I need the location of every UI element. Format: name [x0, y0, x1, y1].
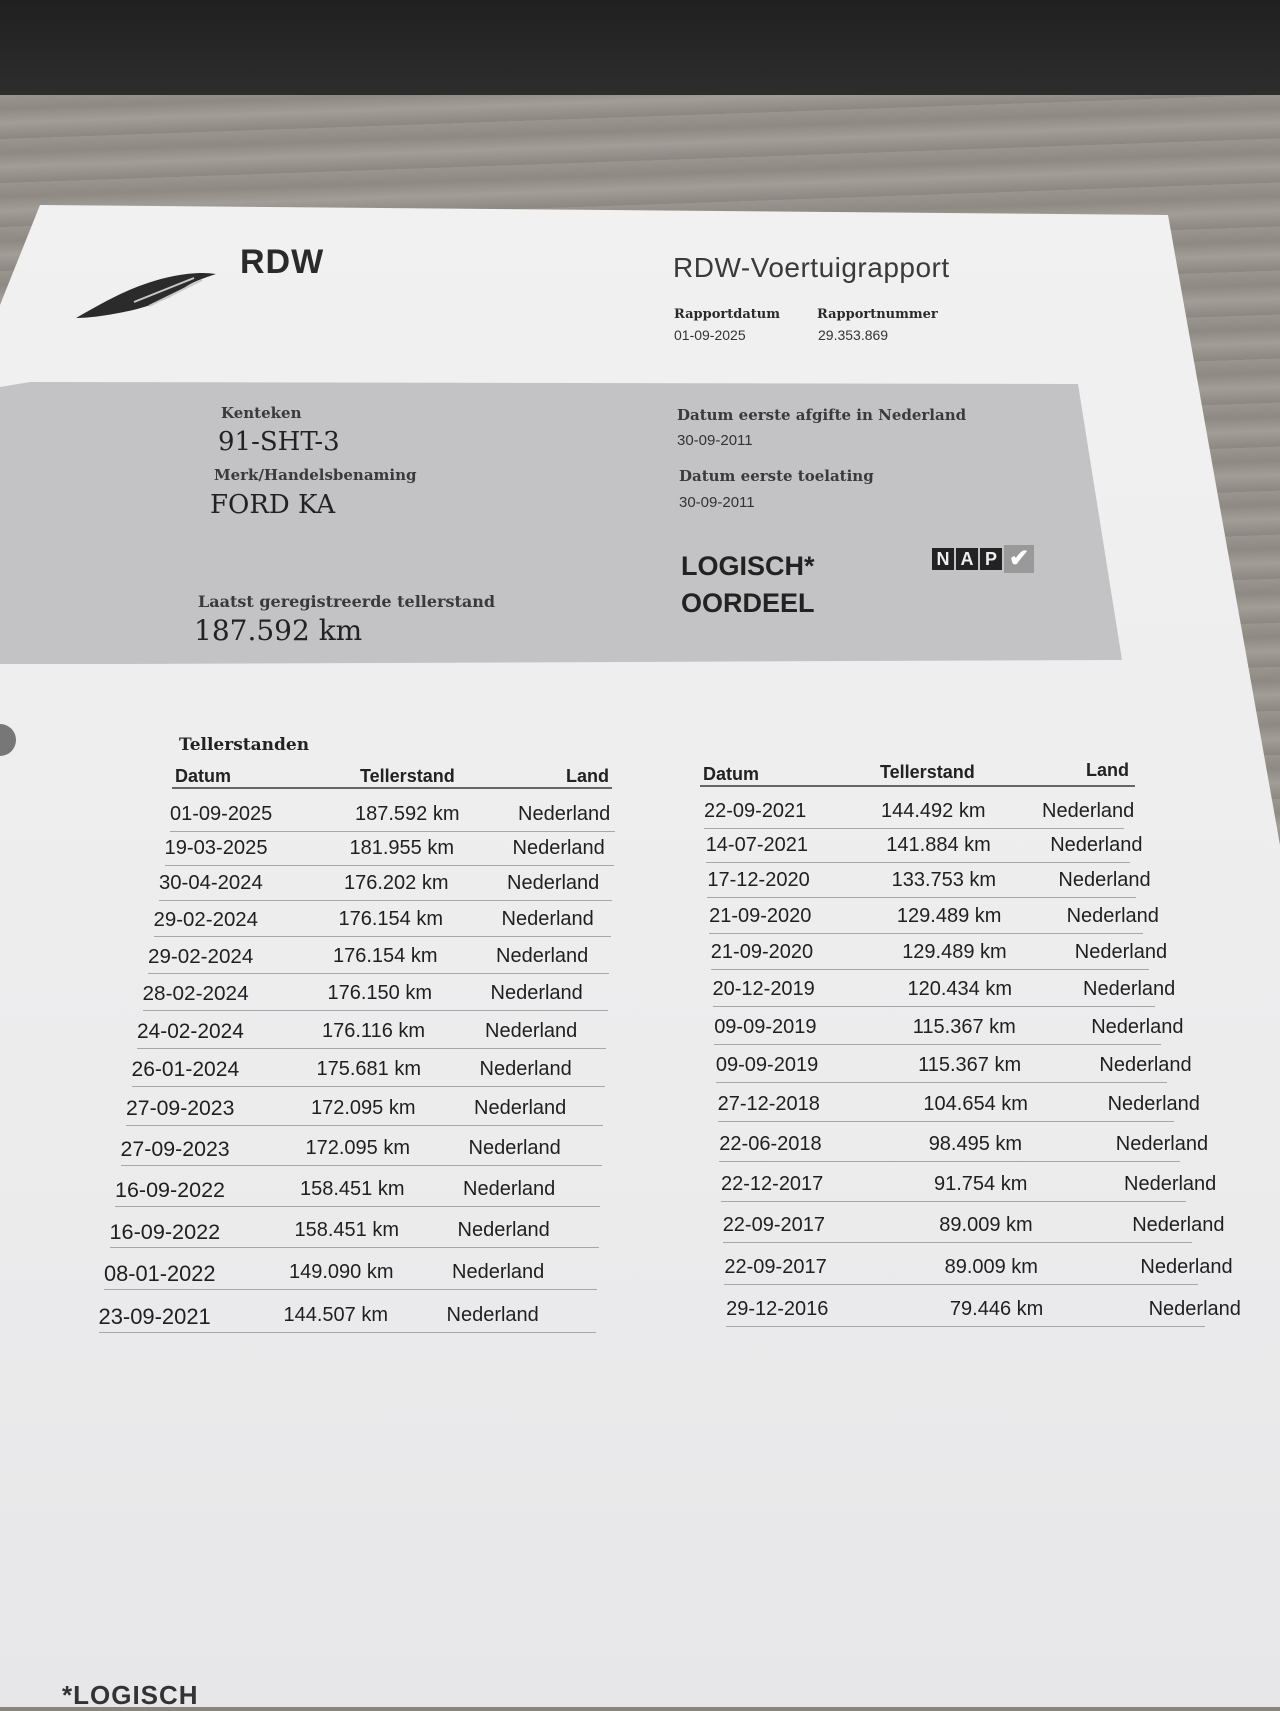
verdict-line-1: LOGISCH*: [681, 551, 815, 581]
reading-country: Nederland: [1066, 904, 1159, 927]
last-reading-label: Laatst geregistreerde tellerstand: [198, 592, 496, 611]
reading-country: Nederland: [512, 837, 605, 860]
reading-country: Nederland: [1074, 941, 1168, 964]
reading-km: 158.451 km: [300, 1178, 405, 1200]
first-issue-nl-label: Datum eerste afgifte in Nederland: [677, 406, 967, 424]
reading-km: 133.753 km: [891, 869, 997, 892]
reading-date: 27-09-2023: [126, 1097, 235, 1121]
right-col-date-header: Datum: [703, 764, 760, 784]
reading-km: 172.095 km: [305, 1137, 411, 1160]
readings-section-title: Tellerstanden: [179, 735, 310, 755]
reading-country: Nederland: [485, 1019, 578, 1042]
reading-km: 115.367 km: [918, 1054, 1022, 1077]
reading-km: 181.955 km: [349, 837, 455, 860]
table-row: [170, 795, 615, 832]
brand-name: FORD KA: [210, 490, 336, 520]
table-row: [721, 1165, 1217, 1202]
table-row: [148, 937, 609, 974]
reading-date: 16-09-2022: [115, 1178, 225, 1202]
reading-date: 21-09-2020: [709, 904, 812, 927]
reading-km: 120.434 km: [907, 978, 1013, 1001]
rdw-feather-logo-icon: [74, 262, 224, 322]
reading-km: 89.009 km: [939, 1213, 1033, 1236]
table-row: [126, 1089, 603, 1126]
reading-km: 144.492 km: [881, 800, 986, 822]
reading-date: 21-09-2020: [710, 941, 814, 964]
reading-date: 22-09-2021: [704, 800, 807, 822]
reading-km: 129.489 km: [896, 904, 1002, 927]
reading-date: 19-03-2025: [164, 837, 268, 860]
rdw-logo-text: RDW: [240, 243, 325, 281]
reading-km: 89.009 km: [944, 1255, 1038, 1278]
table-row: [722, 1206, 1225, 1243]
reading-date: 27-09-2023: [120, 1137, 230, 1162]
reading-km: 176.150 km: [327, 981, 433, 1004]
reading-date: 22-06-2018: [719, 1132, 822, 1155]
reading-date: 27-12-2018: [717, 1093, 820, 1116]
table-row: [705, 826, 1143, 863]
table-row: [99, 1296, 596, 1333]
table-row: [115, 1170, 600, 1207]
reading-country: Nederland: [496, 944, 589, 967]
vehicle-summary-panel: [0, 382, 1122, 664]
reading-date: 29-02-2024: [153, 908, 259, 932]
reading-country: Nederland: [1099, 1054, 1192, 1077]
table-row: [719, 1125, 1209, 1162]
brand-label: Merk/Handelsbenaming: [214, 466, 417, 484]
table-row: [712, 970, 1176, 1007]
reading-km: 98.495 km: [928, 1132, 1023, 1155]
reading-date: 16-09-2022: [109, 1219, 221, 1245]
reading-country: Nederland: [507, 872, 600, 895]
left-col-date-header: Datum: [175, 766, 232, 786]
reading-date: 29-12-2016: [726, 1297, 829, 1320]
reading-km: 176.116 km: [322, 1019, 426, 1042]
reading-country: Nederland: [1115, 1132, 1209, 1155]
report-number: 29.353.869: [818, 327, 889, 343]
reading-km: 187.592 km: [355, 803, 460, 825]
reading-date: 22-09-2017: [722, 1213, 825, 1236]
nap-letter-a: A: [956, 548, 978, 570]
nap-badge: [932, 543, 1034, 575]
background-top-surface: [0, 0, 1280, 100]
first-admission-label: Datum eerste toelating: [679, 467, 874, 485]
reading-km: 176.154 km: [333, 944, 438, 967]
reading-country: Nederland: [1091, 1015, 1184, 1038]
table-row: [110, 1211, 599, 1248]
left-col-country-header: Land: [566, 766, 609, 786]
reading-country: Nederland: [490, 981, 583, 1004]
reading-country: Nederland: [501, 908, 594, 931]
table-row: [724, 1248, 1233, 1285]
reading-date: 14-07-2021: [705, 834, 808, 857]
reading-date: 22-09-2017: [724, 1255, 827, 1278]
reading-country: Nederland: [446, 1304, 539, 1327]
table-row: [709, 897, 1159, 934]
reading-country: Nederland: [1083, 978, 1176, 1001]
first-issue-nl-date: 30-09-2011: [677, 432, 753, 449]
reading-km: 175.681 km: [316, 1058, 422, 1081]
plate-label: Kenteken: [221, 404, 302, 422]
first-admission-date: 30-09-2011: [679, 494, 755, 511]
reading-country: Nederland: [1058, 869, 1151, 892]
reading-country: Nederland: [1050, 834, 1143, 857]
reading-country: Nederland: [1140, 1255, 1233, 1278]
table-row: [710, 933, 1168, 970]
nap-letter-p: P: [980, 548, 1002, 570]
last-reading-value: 187.592 km: [194, 614, 363, 647]
reading-km: 172.095 km: [311, 1097, 416, 1120]
reading-country: Nederland: [474, 1097, 567, 1120]
left-col-reading-header: Tellerstand: [360, 766, 455, 786]
reading-date: 26-01-2024: [131, 1058, 240, 1082]
reading-date: 09-09-2019: [715, 1054, 819, 1077]
reading-km: 158.451 km: [294, 1219, 400, 1242]
reading-country: Nederland: [452, 1261, 545, 1284]
check-icon: ✔: [1004, 545, 1034, 573]
table-row: [159, 864, 612, 901]
reading-date: 29-02-2024: [148, 944, 254, 968]
verdict: [681, 548, 815, 622]
table-row: [714, 1008, 1184, 1045]
nap-letter-n: N: [932, 548, 954, 570]
table-row: [154, 900, 611, 937]
reading-country: Nederland: [1042, 800, 1135, 822]
reading-country: Nederland: [1107, 1093, 1200, 1116]
reading-country: Nederland: [468, 1137, 561, 1160]
reading-country: Nederland: [1132, 1213, 1225, 1236]
reading-km: 176.202 km: [344, 872, 449, 895]
table-row: [704, 792, 1135, 829]
reading-date: 22-12-2017: [721, 1173, 824, 1195]
table-row: [165, 829, 614, 866]
reading-date: 09-09-2019: [714, 1015, 817, 1038]
reading-km: 149.090 km: [289, 1261, 394, 1284]
right-col-country-header: Land: [1086, 760, 1129, 780]
reading-date: 17-12-2020: [707, 869, 810, 892]
reading-km: 79.446 km: [949, 1297, 1044, 1320]
table-row: [143, 974, 608, 1011]
table-row: [726, 1290, 1241, 1327]
reading-km: 129.489 km: [902, 941, 1007, 964]
reading-country: Nederland: [463, 1178, 556, 1200]
reading-date: 28-02-2024: [142, 981, 249, 1005]
reading-country: Nederland: [1124, 1173, 1217, 1195]
reading-km: 176.154 km: [338, 908, 444, 931]
reading-country: Nederland: [479, 1058, 572, 1081]
reading-date: 08-01-2022: [104, 1261, 216, 1287]
table-row: [717, 1085, 1200, 1122]
plate-number: 91-SHT-3: [218, 427, 340, 457]
table-row: [121, 1129, 602, 1166]
left-header-rule: [172, 787, 612, 789]
footer-note: *LOGISCH: [62, 1680, 199, 1710]
report-date-label: Rapportdatum: [674, 307, 780, 322]
reading-date: 23-09-2021: [98, 1304, 211, 1330]
reading-km: 144.507 km: [283, 1304, 389, 1327]
right-col-reading-header: Tellerstand: [880, 762, 975, 782]
reading-km: 115.367 km: [912, 1015, 1016, 1038]
reading-country: Nederland: [518, 803, 611, 825]
reading-date: 20-12-2019: [712, 978, 815, 1001]
reading-country: Nederland: [457, 1219, 550, 1242]
reading-date: 01-09-2025: [170, 803, 273, 825]
report-number-label: Rapportnummer: [817, 307, 938, 322]
reading-date: 30-04-2024: [159, 872, 263, 895]
table-row: [715, 1046, 1192, 1083]
reading-km: 91.754 km: [934, 1173, 1028, 1195]
table-row: [137, 1012, 606, 1049]
reading-km: 104.654 km: [923, 1093, 1028, 1116]
right-header-rule: [700, 785, 1135, 787]
table-row: [132, 1050, 605, 1087]
reading-date: 24-02-2024: [137, 1019, 244, 1043]
reading-country: Nederland: [1148, 1297, 1241, 1320]
verdict-line-2: OORDEEL: [681, 588, 815, 618]
report-date: 01-09-2025: [674, 327, 746, 343]
table-row: [104, 1253, 597, 1290]
reading-km: 141.884 km: [886, 834, 991, 857]
table-row: [707, 861, 1151, 898]
report-title: RDW-Voertuigrapport: [673, 252, 950, 283]
